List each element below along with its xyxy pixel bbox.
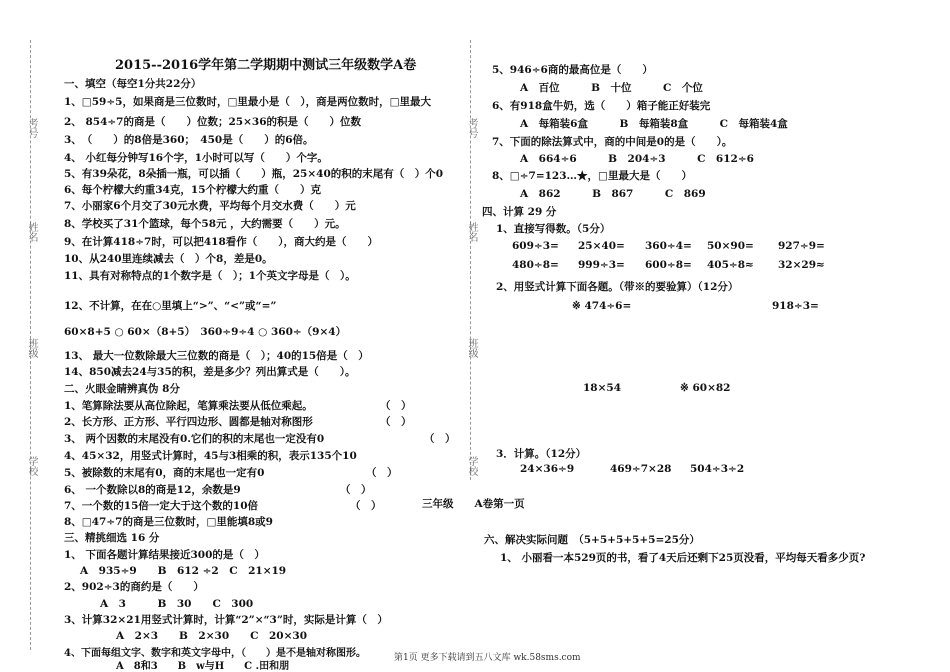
- sec2-q3: 3、 两个因数的末尾没有0.它们的积的末尾也一定没有0: [64, 433, 325, 445]
- vertical-calc-4: ※ 60×82: [680, 382, 731, 394]
- sec2-q6-mark: （ ）: [340, 484, 372, 496]
- sec3-q5-options: A 百位 B 十位 C 个位: [520, 82, 703, 94]
- sec6-q1: 1、 小丽看一本529页的书，看了4天后还剩下25页没看，平均每天看多少页?: [500, 552, 866, 564]
- sec1-q10: 10、从240里连续减去（ ）个8，差是0。: [64, 253, 273, 265]
- page-title: 2015--2016学年第二学期期中测试三年级数学A卷: [115, 58, 417, 73]
- calc-r2-5: 32×29≈: [778, 259, 825, 271]
- sec4-part2: 2、用竖式计算下面各题。（带※的要验算）（12分）: [496, 281, 739, 293]
- sec3-heading: 三、精挑细选 16 分: [64, 532, 160, 544]
- sec3-q4: 4、下面每组文字、数字和英文字母中，（ ）是不是轴对称图形。: [64, 648, 366, 659]
- sec2-q7: 7、一个数的15倍一定大于这个数的10倍: [64, 500, 259, 512]
- calc-r2-3: 600÷8=: [645, 259, 692, 271]
- sec3-q8: 8、□÷7=123…★，□里最大是（ ）: [492, 170, 692, 182]
- sec2-q2-mark: （ ）: [380, 416, 412, 428]
- sec1-q12: 12、不计算，在在○里填上“>”、“<”或“=”: [64, 300, 277, 312]
- sec1-q14: 14、850减去24与35的积，差是多少？列出算式是（ ）。: [64, 366, 356, 378]
- calc-r2-2: 999÷3=: [578, 259, 625, 271]
- mid-label-school: 学校: [466, 456, 477, 476]
- mid-label-class: 班级: [466, 338, 477, 358]
- sec1-q8: 8、学校买了31个篮球，每个58元 ，大约需要（ ）元。: [64, 218, 346, 230]
- sec2-q4: 4、45×32，用竖式计算时，45与3相乘的积，表示135个10: [64, 450, 357, 462]
- sec2-q8: 8、□47÷7的商是三位数时，□里能填8或9: [64, 516, 273, 528]
- sec1-q13: 13、 最大一位数除最大三位数的商是（ ）；40的15倍是（ ）: [64, 350, 369, 362]
- sec4-part1: 1、直接写得数。（5分）: [496, 223, 611, 235]
- sec3-q5: 5、946÷6商的最高位是（ ）: [492, 64, 653, 76]
- calc3-3: 504÷3÷2: [690, 463, 745, 475]
- sec1-q6: 6、每个柠檬大约重34克，15个柠檬大约重（ ）克: [64, 184, 322, 196]
- sec2-q1: 1、笔算除法要从高位除起，笔算乘法要从低位乘起。: [64, 400, 313, 412]
- sec1-q7: 7、小丽家6个月交了30元水费，平均每个月交水费（ ）元: [64, 200, 356, 212]
- sec3-q2-options: A 3 B 30 C 300: [100, 598, 254, 610]
- sec1-heading: 一、填空（每空1分共22分）: [64, 78, 202, 90]
- sec1-q11: 11、具有对称特点的1个数字是（ ）；1个英文字母是（ ）。: [64, 270, 356, 282]
- mid-label-name: 姓名: [466, 222, 477, 242]
- calc3-1: 24×36÷9: [520, 463, 575, 475]
- sec4-part3: 3．计算。（12分）: [496, 448, 587, 460]
- left-label-class: 班级: [26, 338, 37, 358]
- mid-cut-line: [470, 40, 471, 480]
- sec1-q2: 2、 854÷7的商是（ ）位数；25×36的积是（ ）位数: [64, 116, 362, 128]
- mid-label-exam-no: 考号: [466, 118, 477, 138]
- calc-r1-1: 609÷3=: [512, 240, 559, 252]
- sec1-q1: 1、□59÷5，如果商是三位数时，□里最小是（ ），商是两位数时，□里最大: [64, 96, 432, 108]
- sec3-q7-options: A 664÷6 B 204÷3 C 612÷6: [520, 153, 754, 165]
- vertical-calc-1: ※ 474÷6=: [572, 300, 632, 312]
- sec3-q6-options: A 每箱装6盒 B 每箱装8盒 C 每箱装4盒: [520, 118, 788, 130]
- calc-r2-1: 480÷8=: [512, 259, 559, 271]
- left-label-name: 姓名: [26, 222, 37, 242]
- sec2-q5: 5、被除数的末尾有0，商的末尾也一定有0: [64, 467, 265, 479]
- sec2-heading: 二、火眼金睛辨真伪 8分: [64, 383, 180, 395]
- sec1-q9: 9、在计算418÷7时，可以把418看作（ ），商大约是（ ）: [64, 236, 378, 248]
- calc-r1-4: 50×90=: [707, 240, 754, 252]
- calc-r1-2: 25×40=: [578, 240, 625, 252]
- sec2-q7-mark: （ ）: [350, 500, 382, 512]
- page-footer-mid: 三年级 A卷第一页: [422, 498, 525, 510]
- sec4-heading: 四、计算 29 分: [482, 206, 557, 218]
- sec1-q3: 3、 （ ）的8倍是360； 450是（ ）的6倍。: [64, 134, 314, 146]
- sec2-q5-mark: （ ）: [366, 467, 398, 479]
- calc3-2: 469÷7×28: [610, 463, 672, 475]
- left-label-school: 学校: [26, 456, 37, 476]
- sec3-q4-options: A 8和3 B w与H C .田和朋: [116, 661, 290, 672]
- calc-r1-5: 927÷9=: [778, 240, 825, 252]
- sec3-q3: 3、计算32×21用竖式计算时，计算“2”×“3”时，实际是计算（ ）: [64, 614, 388, 626]
- calc-r1-3: 360÷4=: [645, 240, 692, 252]
- sec2-q6: 6、 一个数除以8的商是12，余数是9: [64, 484, 241, 496]
- sec3-q2: 2、902÷3的商约是（ ）: [64, 581, 204, 593]
- sec3-q1-options: A 935÷9 B 612 ÷2 C 21×19: [80, 565, 287, 577]
- sec3-q1: 1、 下面各题计算结果接近300的是（ ）: [64, 549, 265, 561]
- page-footer: 第1页 更多下载请到五八文库 wk.58sms.com: [394, 653, 581, 663]
- sec1-q4: 4、 小红每分钟写16个字，1小时可以写（ ）个字。: [64, 152, 328, 164]
- sec1-q12-compare: 60×8+5 ○ 60×（8+5） 360÷9÷4 ○ 360÷（9×4）: [64, 326, 347, 338]
- sec1-q5: 5、有39朵花，8朵插一瓶，可以插（ ）瓶，25×40的积的末尾有（ ）个0: [64, 168, 444, 180]
- sec2-q1-mark: （ ）: [380, 400, 412, 412]
- sec2-q2: 2、长方形、正方形、平行四边形、圆都是轴对称图形: [64, 416, 313, 428]
- vertical-calc-2: 918÷3=: [772, 300, 819, 312]
- calc-r2-4: 405÷8≈: [707, 259, 754, 271]
- sec3-q8-options: A 862 B 867 C 869: [520, 188, 706, 200]
- sec3-q6: 6、有918盒牛奶，选（ ）箱子能正好装完: [492, 100, 711, 112]
- sec3-q7: 7、下面的除法算式中，商的中间是0的是（ ）。: [492, 136, 733, 148]
- sec6-heading: 六、解决实际问题 （5+5+5+5+5=25分）: [484, 534, 700, 546]
- sec2-q3-mark: （ ）: [424, 433, 456, 445]
- vertical-calc-3: 18×54: [583, 382, 622, 394]
- left-label-exam-no: 考号: [26, 118, 37, 138]
- sec3-q3-options: A 2×3 B 2×30 C 20×30: [116, 630, 308, 642]
